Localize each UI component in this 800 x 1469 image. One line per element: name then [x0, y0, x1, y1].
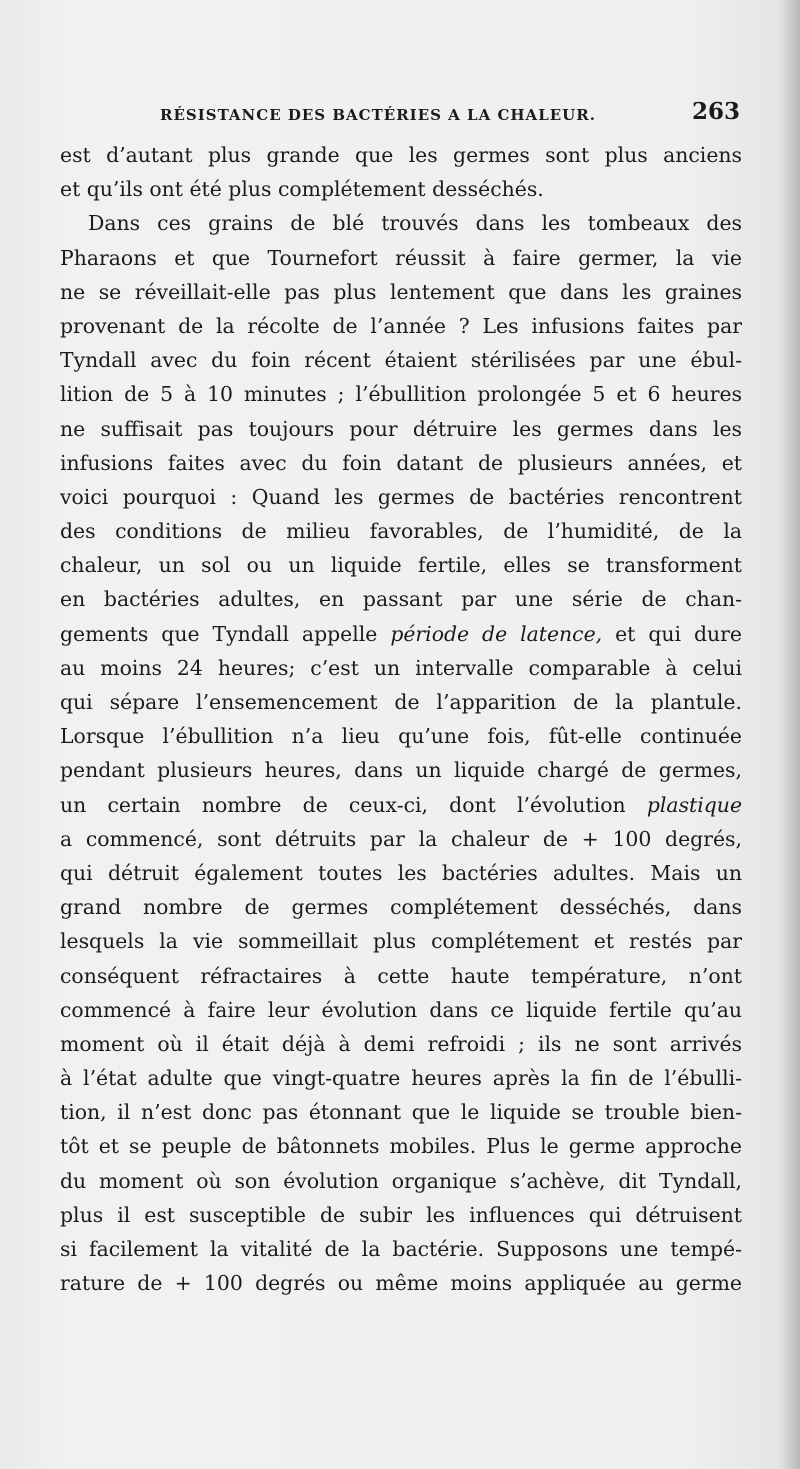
text-line: est d’autant plus grande que les germes sont plus anciens: [60, 143, 742, 167]
text-line: Pharaons et que Tournefort réussit à faire germer, la vie: [60, 245, 742, 270]
text-line: Lorsque l’ébullition n’a lieu qu’une fois, fût-elle continuée: [60, 724, 742, 749]
body-text: [60, 138, 742, 1300]
text-line: rature de + 100 degrés ou même moins appliquée au germe: [60, 1271, 742, 1296]
italic-term: plastique: [646, 792, 742, 817]
text-line: a commencé, sont détruits par la chaleur de + 100 degrés,: [60, 826, 742, 851]
text-segment: gements que Tyndall appelle: [60, 621, 378, 646]
text-line: des conditions de milieu favorables, de l’humidité, de la: [60, 519, 742, 544]
text-line: du moment où son évolution organique s’achève, dit Tyndall,: [60, 1168, 742, 1193]
text-line: en bactéries adultes, en passant par une série de chan-: [60, 587, 742, 612]
text-segment: un certain nombre de ceux-ci, dont l’évolution: [60, 792, 626, 817]
text-line: à l’état adulte que vingt-quatre heures après la fin de l’ébulli-: [60, 1066, 742, 1091]
text-line: Tyndall avec du foin récent étaient stérilisées par une ébul-: [60, 348, 742, 373]
text-line: lition de 5 à 10 minutes ; l’ébullition prolongée 5 et 6 heures: [60, 382, 742, 407]
text-line: tion, il n’est donc pas étonnant que le liquide se trouble bien-: [60, 1100, 742, 1125]
text-line: infusions faites avec du foin datant de plusieurs années, et: [60, 450, 742, 475]
text-line: au moins 24 heures; c’est un intervalle comparable à celui: [60, 655, 742, 680]
text-line: chaleur, un sol ou un liquide fertile, elles se transforment: [60, 553, 742, 578]
page-header: [60, 98, 740, 132]
text-line: conséquent réfractaires à cette haute température, n’ont: [60, 963, 742, 988]
text-line: tôt et se peuple de bâtonnets mobiles. Plus le germe approche: [60, 1134, 742, 1159]
text-line: provenant de la récolte de l’année ? Les infusions faites par: [60, 313, 742, 338]
running-title: RÉSISTANCE DES BACTÉRIES A LA CHALEUR.: [160, 106, 596, 124]
text-line: plus il est susceptible de subir les influences qui détruisent: [60, 1202, 742, 1227]
text-line: ne suffisait pas toujours pour détruire les germes dans les: [60, 416, 742, 441]
page-number: 263: [691, 98, 740, 125]
italic-term: période de latence,: [390, 621, 603, 646]
text-line: et qu’ils ont été plus complétement desséchés.: [60, 177, 544, 202]
text-line: [60, 788, 742, 822]
text-line: [60, 617, 742, 651]
page-edge-shadow: [778, 0, 800, 1469]
text-line: ne se réveillait-elle pas plus lentement que dans les graines: [60, 279, 742, 304]
text-line: Dans ces grains de blé trouvés dans les tombeaux des: [88, 211, 742, 236]
text-segment: et qui dure: [615, 621, 742, 646]
text-line: qui sépare l’ensemencement de l’apparition de la plantule.: [60, 690, 742, 714]
text-line: grand nombre de germes complétement desséchés, dans: [60, 895, 742, 920]
text-line: lesquels la vie sommeillait plus complétement et restés par: [60, 929, 742, 954]
text-line: si facilement la vitalité de la bactérie. Supposons une tempé-: [60, 1237, 742, 1261]
text-line: voici pourquoi : Quand les germes de bactéries rencontrent: [60, 484, 742, 509]
text-line: pendant plusieurs heures, dans un liquide chargé de germes,: [60, 758, 742, 783]
text-line: moment où il était déjà à demi refroidi ; ils ne sont arrivés: [60, 1031, 742, 1056]
text-line: qui détruit également toutes les bactéries adultes. Mais un: [60, 860, 742, 885]
text-line: commencé à faire leur évolution dans ce liquide fertile qu’au: [60, 997, 742, 1022]
